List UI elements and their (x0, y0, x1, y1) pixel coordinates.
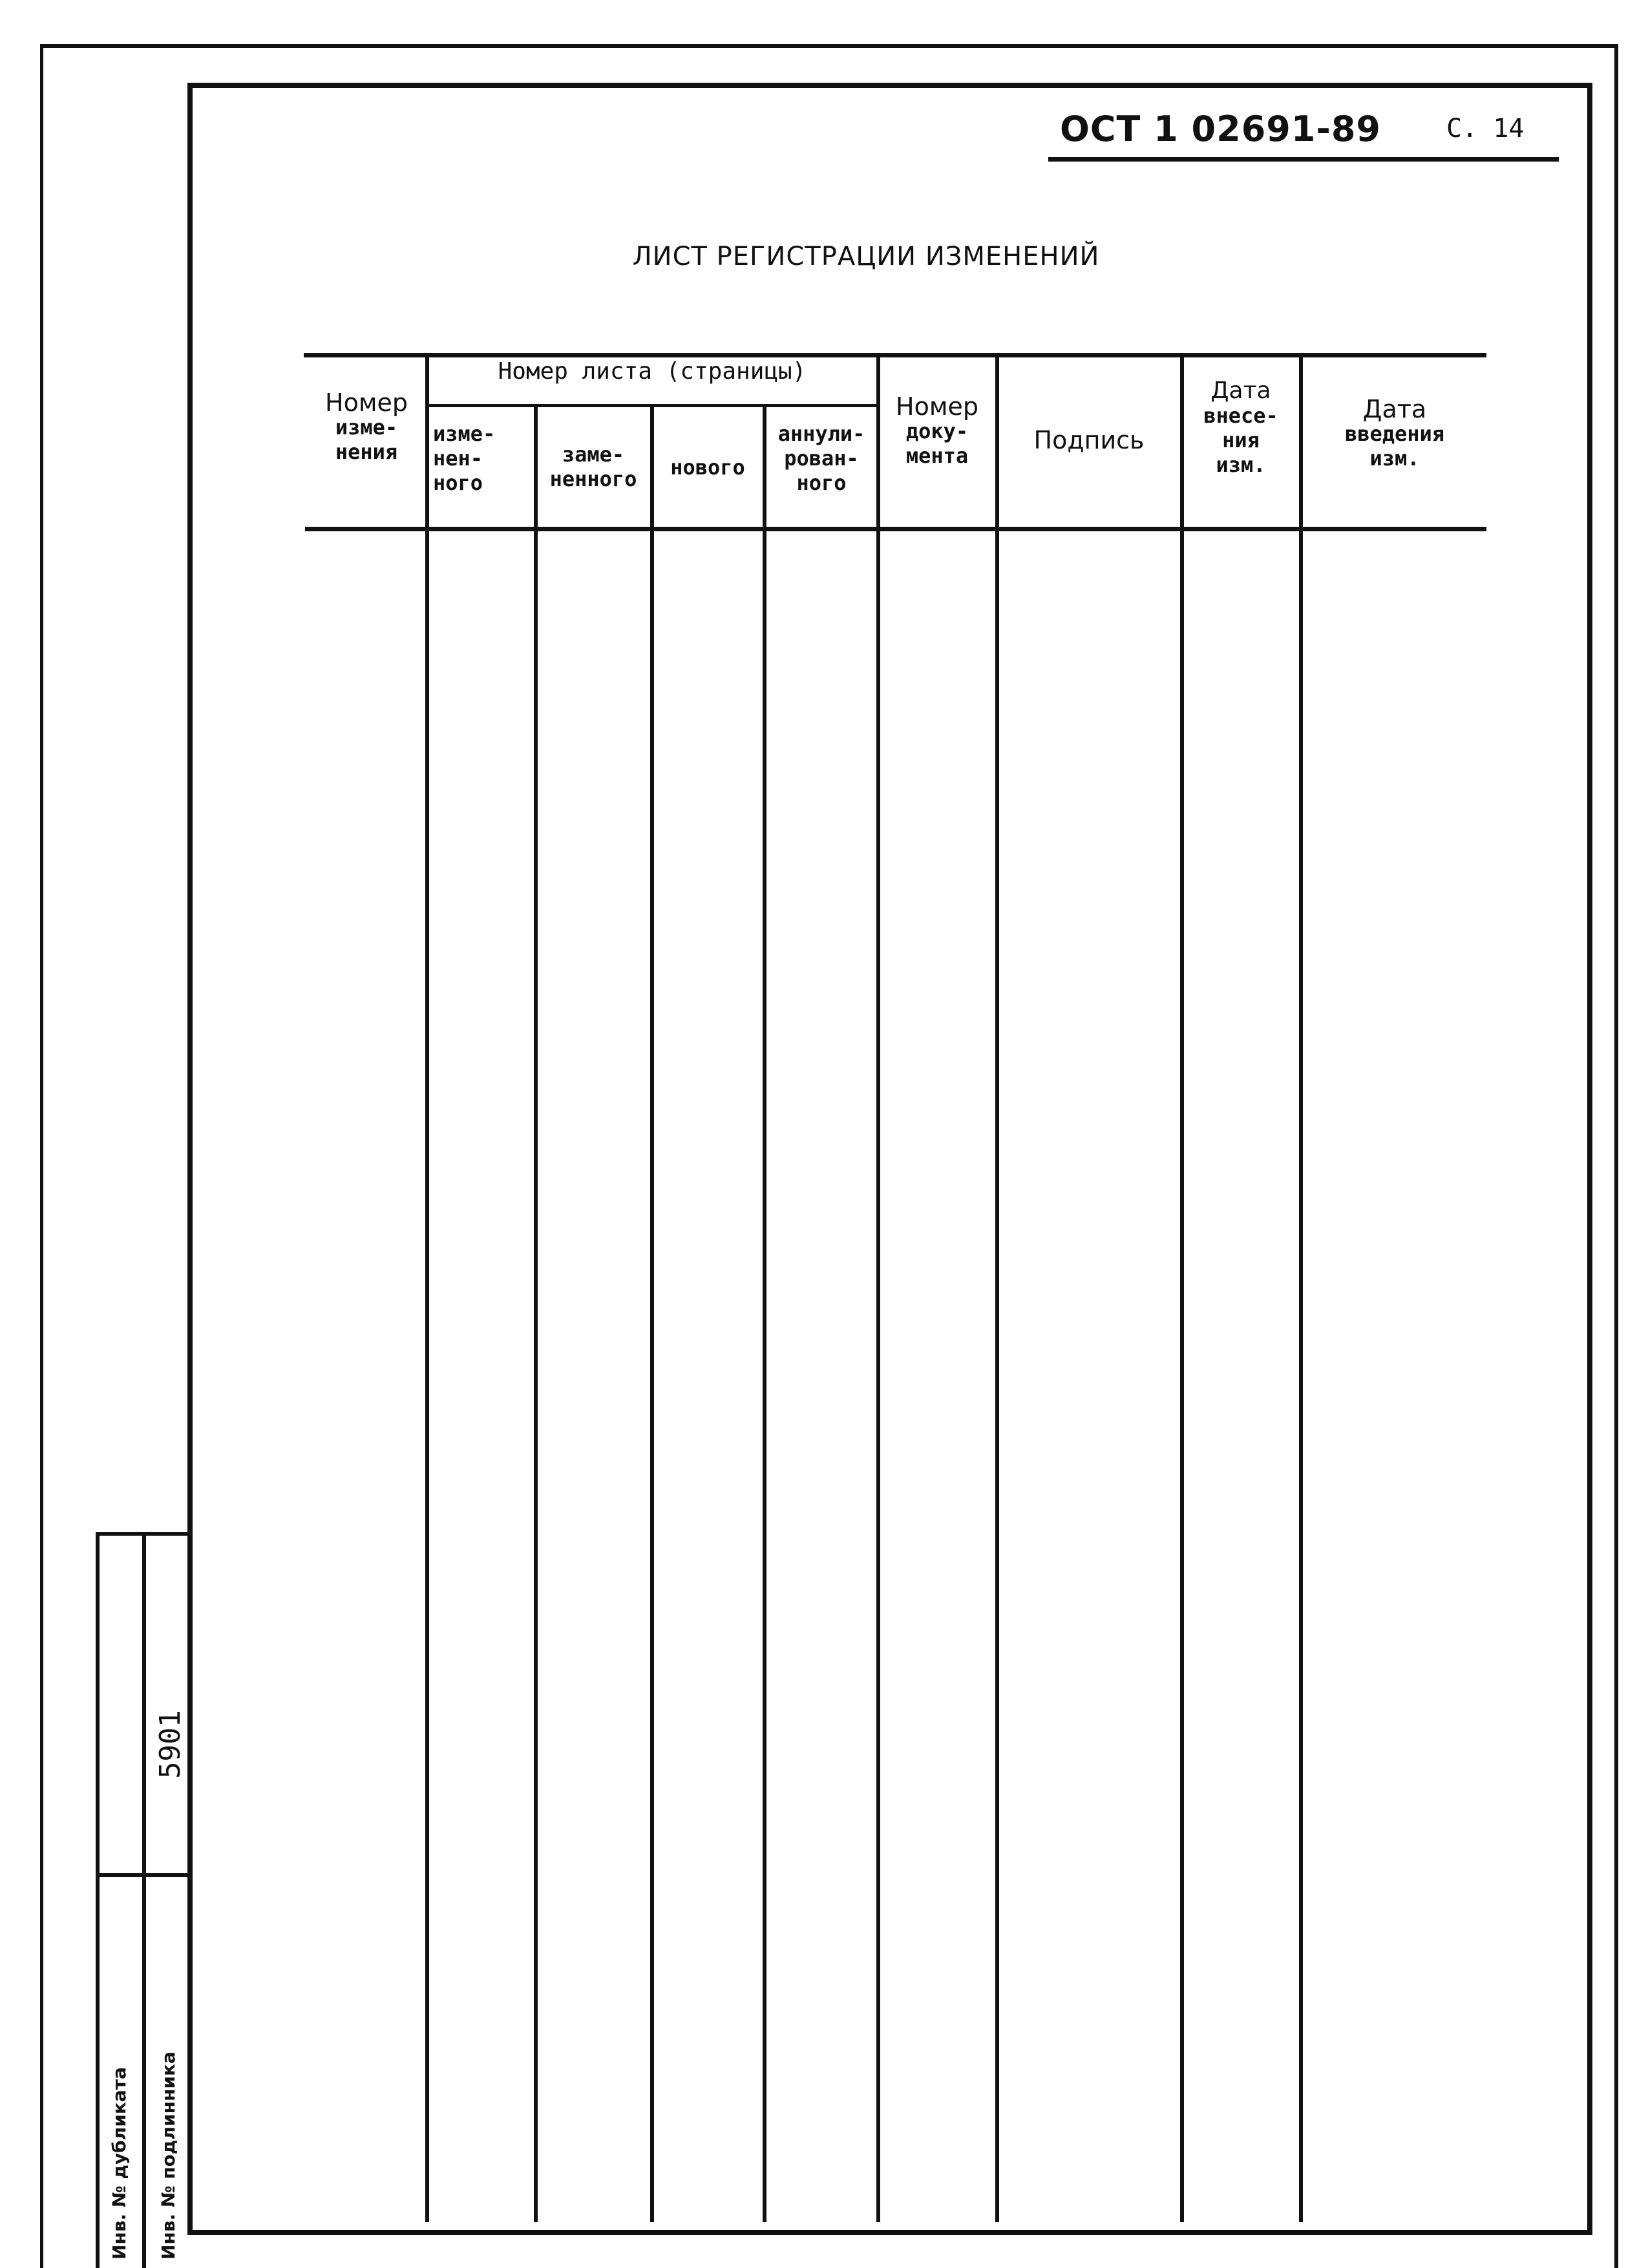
original-inventory-number: 5901 (154, 1710, 187, 1779)
header-changed: изме- нен- ного (433, 421, 496, 495)
column-divider-1 (425, 355, 429, 2222)
header-entry-date: Дата внесе- ния изм. (1203, 377, 1278, 477)
column-divider-4 (763, 406, 766, 2222)
column-divider-6 (995, 355, 999, 2222)
header-cancelled: аннули- рован- ного (777, 421, 865, 495)
column-divider-8 (1299, 355, 1303, 2222)
table-top-rule (304, 353, 1486, 357)
duplicate-inventory-label: Инв. № дубликата (109, 2067, 130, 2260)
column-divider-5 (876, 355, 880, 2222)
original-inventory-label: Инв. № подлинника (158, 2051, 179, 2260)
header-signature: Подпись (1033, 426, 1145, 454)
stamp-divider-horizontal (96, 1873, 191, 1877)
sheet-title: ЛИСТ РЕГИСТРАЦИИ ИЗМЕНЕНИЙ (632, 242, 1100, 271)
header-document-number: Номер доку- мента (896, 392, 978, 468)
table-header-bottom-rule (305, 527, 1486, 531)
document-code-underline (1048, 157, 1559, 162)
stamp-divider-vertical (142, 1532, 146, 2268)
column-divider-2 (534, 406, 538, 2222)
header-change-number: Номер изме- нения (325, 388, 408, 464)
header-replaced: заме- ненного (549, 442, 637, 491)
column-divider-7 (1180, 355, 1184, 2222)
header-effective-date: Дата введения изм. (1344, 395, 1445, 471)
page-number: С. 14 (1446, 114, 1525, 143)
header-new: нового (670, 455, 745, 480)
document-code: ОСТ 1 02691-89 (1060, 109, 1381, 149)
column-divider-3 (650, 406, 654, 2222)
sheet-group-header: Номер листа (страницы) (498, 358, 807, 385)
